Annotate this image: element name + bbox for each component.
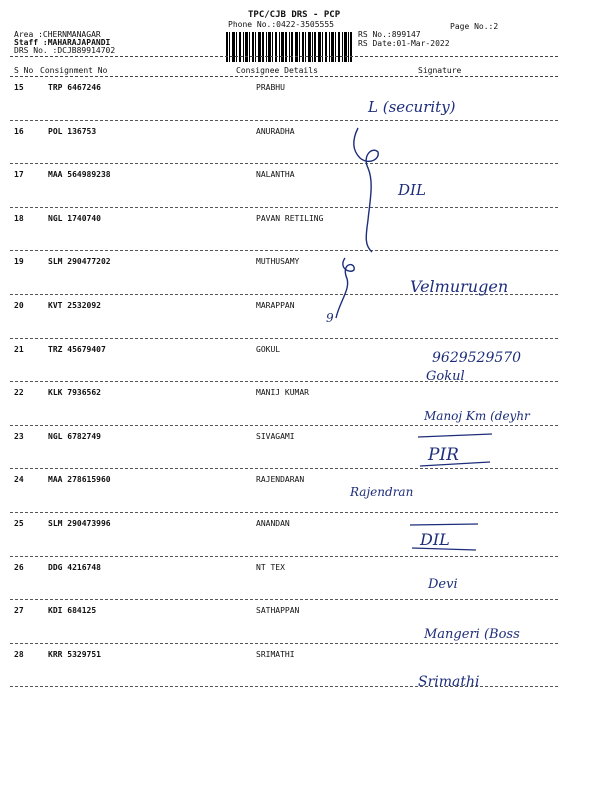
- table-row: [0, 513, 600, 557]
- row-consignee: MARAPPAN: [256, 300, 295, 310]
- row-consignment: POL 136753: [48, 126, 97, 136]
- row-sno: 24: [14, 475, 24, 485]
- row-consignment: NGL 6782749: [48, 431, 101, 441]
- document-title: TPC/CJB DRS - PCP: [248, 10, 341, 20]
- row-consignment: KRR 5329751: [48, 649, 101, 659]
- row-consignment: SLM 290473996: [48, 518, 111, 528]
- table-row: [0, 469, 600, 513]
- row-consignee: ANURADHA: [256, 126, 295, 136]
- row-sno: 17: [14, 170, 24, 180]
- row-sno: 28: [14, 649, 24, 659]
- signature-28: Srimathi: [418, 674, 480, 690]
- row-consignee: MUTHUSAMY: [256, 257, 300, 267]
- row-sno: 18: [14, 213, 24, 223]
- row-consignment: DDG 4216748: [48, 562, 101, 572]
- table-row: [0, 644, 600, 688]
- row-sno: 21: [14, 344, 24, 354]
- row-sno: 19: [14, 257, 24, 267]
- rs-number: RS No.:899147: [358, 30, 421, 39]
- signature-17: DIL: [398, 181, 426, 199]
- row-consignment: TRZ 45679407: [48, 344, 106, 354]
- row-consignment: MAA 564989238: [48, 170, 111, 180]
- row-consignee: GOKUL: [256, 344, 281, 354]
- table-row: [0, 295, 600, 339]
- table-row: [0, 121, 600, 165]
- row-consignee: PRABHU: [256, 83, 285, 92]
- signature-21a: 9629529570: [432, 350, 522, 366]
- row-consignee: RAJENDARAN: [256, 475, 305, 485]
- drs-number: DRS No. :DCJB89914702: [14, 46, 116, 55]
- area-label: Area :CHERNMANAGAR: [14, 30, 101, 39]
- row-sno: 26: [14, 562, 24, 572]
- staff-label: Staff :MAHARAJAPANDI: [14, 38, 111, 47]
- row-consignee: MANIJ KUMAR: [256, 388, 309, 398]
- row-sno: 15: [14, 83, 24, 92]
- row-sno: 23: [14, 431, 24, 441]
- table-row: [0, 600, 600, 644]
- row-consignment: SLM 290477202: [48, 257, 111, 267]
- row-consignee: PAVAN RETILING: [256, 213, 324, 223]
- row-consignment: KLK 7936562: [48, 388, 101, 398]
- signature-23: PIR: [428, 445, 459, 465]
- table-row: [0, 77, 600, 121]
- row-consignment: MAA 278615960: [48, 475, 111, 485]
- row-sno: 25: [14, 518, 24, 528]
- phone-number: Phone No.:0422-3505555: [228, 20, 334, 29]
- row-consignment: KVT 2532092: [48, 300, 101, 310]
- row-sno: 16: [14, 126, 24, 136]
- table-row: [0, 339, 600, 383]
- signature-21b: Gokul: [426, 369, 465, 384]
- row-sno: 27: [14, 606, 24, 616]
- row-consignee: NT TEX: [256, 562, 285, 572]
- table-row: [0, 208, 600, 252]
- signature-25: DIL: [420, 530, 450, 549]
- signature-19: Velmurugen: [410, 277, 509, 296]
- barcode: [226, 32, 352, 62]
- table-row: [0, 557, 600, 601]
- row-sno: 22: [14, 388, 24, 398]
- signature-27: Mangeri (Boss: [424, 627, 520, 642]
- table-row: [0, 382, 600, 426]
- signature-24: Rajendran: [350, 485, 414, 499]
- row-consignment: NGL 1740740: [48, 213, 101, 223]
- signature-15: L (security): [368, 98, 456, 116]
- col-consignee: Consignee Details: [236, 66, 318, 75]
- row-consignment: KDI 684125: [48, 606, 97, 616]
- row-consignee: SRIMATHI: [256, 649, 295, 659]
- row-consignee: SIVAGAMI: [256, 431, 295, 441]
- rs-date: RS Date:01-Mar-2022: [358, 39, 450, 48]
- table-row: [0, 426, 600, 470]
- table-row: [0, 251, 600, 295]
- header-divider: [10, 56, 558, 57]
- row-divider: [10, 686, 558, 687]
- delivery-list: [0, 77, 600, 687]
- row-consignment: TRP 6467246: [48, 83, 101, 92]
- col-sno: S No: [14, 66, 34, 75]
- table-row: [0, 164, 600, 208]
- col-signature: Signature: [418, 66, 462, 75]
- row-consignee: NALANTHA: [256, 170, 295, 180]
- signature-20: 9: [326, 311, 334, 325]
- row-sno: 20: [14, 300, 24, 310]
- col-consignment: Consignment No: [40, 66, 108, 75]
- signature-26: Devi: [428, 577, 458, 592]
- signature-22: Manoj Km (deyhr: [424, 409, 530, 423]
- row-consignee: SATHAPPAN: [256, 606, 300, 616]
- page-number: Page No.:2: [450, 22, 499, 31]
- row-consignee: ANANDAN: [256, 518, 290, 528]
